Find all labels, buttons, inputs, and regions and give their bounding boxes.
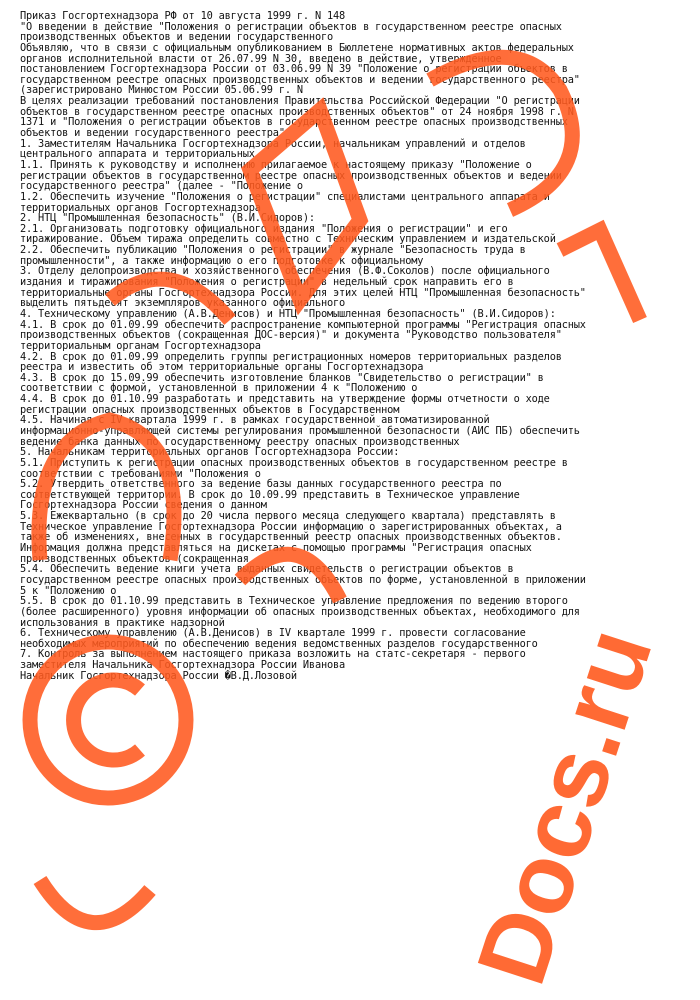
document-line: "О введении в действие "Положения о регистрации объектов в государственном реестре опасных	[20, 20, 562, 33]
document-line: 5.1. Приступить к регистрации опасных производственных объектов в государственном реестре в	[20, 456, 568, 469]
document-line: 1371 и "Положения о регистрации объектов в государственном реестре опасных производственных	[20, 116, 568, 129]
document-line: производственных объектов и ведении государственного	[20, 31, 334, 44]
document-line: 1.1. Принять к руководству и исполнению прилагаемое к настоящему приказу "Положение о	[20, 158, 532, 171]
document-line: Начальник Госгортехнадзора России �В.Д.Лозовой	[20, 669, 297, 682]
document-line: 4.1. В срок до 01.09.99 обеспечить распространение компьютерной программы "Регистрация опасных	[20, 318, 586, 331]
document-line: соответствующей территории. В срок до 10.09.99 представить в Техническое управление	[20, 488, 520, 501]
watermark-text: Docs.ru	[455, 615, 673, 997]
document-line: 4.5. Начиная с IV квартала 1999 г. в рамках государственной автоматизированной	[20, 414, 490, 427]
document-line: заместителя Начальника Госгортехнадзора России Иванова	[20, 659, 346, 672]
document-line: тиражирование. Объем тиража определить совместно с Техническим управлением и издательской	[20, 233, 556, 246]
document-line: центрального аппарата и территориальных	[20, 148, 255, 161]
document-line: производственных объектов (сокращенная	[20, 552, 249, 565]
document-line: соответствии с формой, установленной в приложении 4 к "Положению о	[20, 382, 418, 395]
watermark-copyright-c	[74, 680, 140, 760]
document-line: территориальные органы Госгортехнадзора России. Для этих целей НТЦ "Промышленная безопасность"	[20, 286, 586, 299]
document-line: Приказ Госгортехнадзора РФ от 10 августа 1999 г. N 148	[20, 10, 346, 22]
document-line: постановлением Госгортехнадзора России от 03.06.99 N 39 "Положение о регистрации объектов в	[20, 63, 568, 76]
document-line: 4.4. В срок до 01.10.99 разработать и представить на утверждение формы отчетности о ходе	[20, 393, 550, 406]
document-line: В целях реализации требований постановления Правительства Российской Федерации "О регистрации	[20, 95, 580, 108]
document-line: Информация должна представляться на дискетах с помощью программы "Регистрация опасных	[20, 542, 532, 555]
document-line: 7. Контроль за выполнением настоящего приказа возложить на статс-секретаря - первого	[20, 648, 526, 661]
document-line: государственном реестре опасных производственных объектов и ведении государственного реестра"	[20, 73, 580, 86]
document-line: (зарегистрировано Минюстом России 05.06.99 г. N	[20, 84, 303, 97]
document-line: Техническое управление Госгортехнадзора России информацию о зарегистрированных объектах, а	[20, 520, 562, 533]
document-line: 3. Отделу делопроизводства и хозяйственного обеспечения (В.Ф.Соколов) после официального	[20, 265, 550, 278]
document-line: территориальных органов Госгортехнадзора	[20, 201, 261, 214]
document-line: издания и тиражирования "Положения о регистрации" в недельный срок направить его в	[20, 276, 514, 289]
document-line: 4.3. В срок до 15.09.99 обеспечить изготовление бланков "Свидетельство о регистрации" в	[20, 371, 544, 384]
document-line: 1.2. Обеспечить изучение "Положения о регистрации" специалистами центрального аппарата и	[20, 190, 550, 203]
document-line: (более расширенного) уровня информации об опасных производственных объектах, необходимого для	[20, 605, 580, 618]
document-line: объектов и ведении государственного реестра"	[20, 127, 285, 140]
document-line: выделить пятьдесят экземпляров указанного официального	[20, 297, 346, 310]
document-line: 1. Заместителям Начальника Госгортехнадзора России, начальникам управлений и отделов	[20, 137, 526, 150]
document-line: соответствии с требованиями "Положения о	[20, 467, 261, 480]
document-line: 5.4. Обеспечить ведение книги учета выданных свидетельств о регистрации объектов в	[20, 563, 514, 576]
document-line: ведение банка данных по государственному реестру опасных производственных	[20, 435, 460, 448]
document-line: 2. НТЦ "Промышленная безопасность" (В.И.Сидоров):	[20, 212, 315, 225]
document-line: объектов в государственном реестре опасных производственных объектов" от 24 ноября 1998 г. N	[20, 105, 574, 118]
document-line: 6. Техническому управлению (А.В.Денисов) в IV квартале 1999 г. провести согласование	[20, 627, 526, 640]
document-line: 5.3. Ежеквартально (в срок до 20 числа первого месяца следующего квартала) представлять в	[20, 510, 556, 523]
document-line: использования в практике надзорной	[20, 616, 225, 629]
document-line: 4. Техническому управлению (А.В.Денисов) и НТЦ "Промышленная безопасность" (В.И.Сидоров):	[20, 307, 556, 320]
document-line: 5 к "Положению о	[20, 584, 117, 597]
watermark-stroke-7	[40, 880, 150, 923]
document-line: территориальным органам Госгортехнадзора	[20, 339, 261, 352]
document-line: 4.2. В срок до 01.09.99 определить группы регистрационных номеров территориальных разделов	[20, 350, 562, 363]
document-line: 5.5. В срок до 01.10.99 представить в Техническое управление предложения по ведению второго	[20, 595, 568, 608]
document-line: промышленности", а также информацию о его подготовке к официальному	[20, 254, 424, 267]
document-line: производственных объектов (сокращенная ДОС-версия)" и документа "Руководство пользователя"	[20, 329, 562, 342]
document-line: информационно-управляющей системы регулирования промышленной безопасности (АИС ПБ) обеспечить	[20, 424, 580, 437]
document-body	[20, 11, 692, 681]
document-line: регистрации объектов в государственном реестре опасных производственных объектов и ведении	[20, 169, 562, 182]
document-line: 5. Начальникам территориальных органов Госгортехнадзора России:	[20, 446, 400, 459]
document-line: 2.1. Организовать подготовку официального издания "Положения о регистрации" и его	[20, 222, 508, 235]
document-line: необходимых мероприятий по обеспечению ведения ведомственных разделов государственного	[20, 637, 538, 650]
document-line: Объявляю, что в связи с официальным опубликованием в Бюллетене нормативных актов федеральных	[20, 41, 574, 54]
document-line: государственном реестре опасных производственных объектов по форме, установленной в приложении	[20, 573, 586, 586]
document-line: также об изменениях, внесенных в государственный реестр опасных производственных объектов.	[20, 531, 562, 544]
document-line: 2.2. Обеспечить публикацию "Положения о регистрации" в журнале "Безопасность труда в	[20, 244, 526, 257]
document-line: регистрации опасных производственных объектов в Государственном	[20, 403, 400, 416]
document-line: реестра и известить об этом территориальные органы Госгортехнадзора	[20, 361, 424, 374]
document-line: 5.2. Утвердить ответственного за ведение базы данных государственного реестра по	[20, 478, 502, 491]
document-line: Госгортехнадзора России сведения о данном	[20, 499, 267, 512]
document-line: органов исполнительной власти от 26.07.99 N 30, введено в действие, утвержденное	[20, 52, 502, 65]
document-line: государственного реестра" (далее - "Положение о	[20, 180, 303, 193]
